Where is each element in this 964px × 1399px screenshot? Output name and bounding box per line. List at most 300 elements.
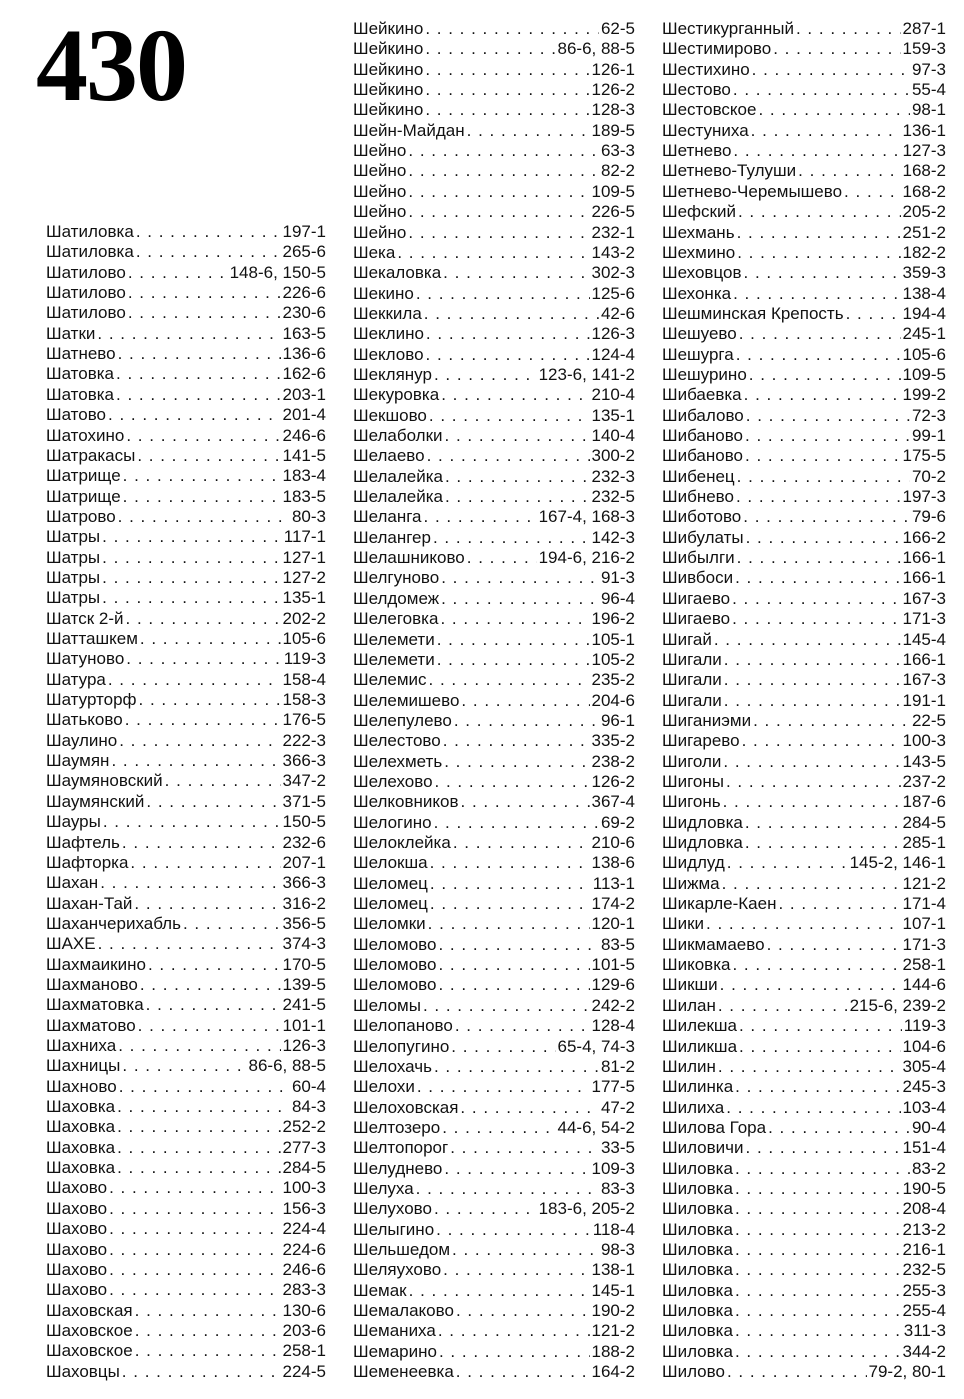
index-entry: [662, 243, 946, 263]
entry-place-name: Шаховское: [46, 1320, 133, 1340]
entry-map-reference: 171-4: [902, 894, 946, 914]
entry-map-reference: 62-5: [600, 19, 635, 38]
entry-place-name: Шелехметь: [353, 751, 443, 771]
index-entry: [46, 283, 326, 303]
entry-place-name: Шестимирово: [662, 39, 772, 59]
index-entry: [46, 1260, 326, 1280]
index-entry: [46, 222, 326, 242]
dot-leader: [733, 80, 910, 100]
entry-map-reference: 145-4: [902, 629, 946, 649]
index-entry: [662, 914, 946, 934]
entry-map-reference: 224-4: [282, 1219, 326, 1239]
dot-leader: [126, 609, 281, 629]
entry-place-name: Шиловка: [662, 1199, 733, 1219]
dot-leader: [443, 1260, 589, 1280]
index-entry: [353, 507, 635, 527]
dot-leader: [746, 406, 910, 426]
dot-leader: [119, 1077, 290, 1097]
dot-leader: [135, 1321, 281, 1341]
entry-map-reference: 127-3: [902, 141, 946, 161]
entry-map-reference: 118-4: [592, 1219, 635, 1239]
entry-place-name: Шилинка: [662, 1077, 734, 1097]
entry-map-reference: 65-4, 74-3: [557, 1036, 635, 1056]
dot-leader: [409, 1281, 590, 1301]
index-entry: [353, 772, 635, 792]
entry-place-name: Шилиха: [662, 1097, 725, 1117]
dot-leader: [737, 467, 910, 487]
index-entry: [662, 874, 946, 894]
dot-leader: [109, 1178, 280, 1198]
entry-place-name: Шейкино: [353, 19, 424, 38]
index-entry: [662, 792, 946, 812]
index-entry: [662, 202, 946, 222]
index-entry: [662, 691, 946, 711]
dot-leader: [438, 935, 598, 955]
entry-map-reference: 203-1: [282, 384, 326, 404]
dot-leader: [136, 242, 281, 262]
index-entry: [46, 771, 326, 791]
dot-leader: [117, 1117, 280, 1137]
index-entry: [353, 1199, 635, 1219]
entry-map-reference: 265-6: [282, 242, 326, 262]
entry-map-reference: 242-2: [591, 995, 635, 1015]
index-entry: [662, 1037, 946, 1057]
dot-leader: [737, 243, 900, 263]
index-entry: [662, 121, 946, 141]
dot-leader: [417, 1077, 590, 1097]
entry-place-name: Шибаново: [662, 446, 744, 466]
entry-map-reference: 96-4: [600, 588, 635, 608]
index-entry: [353, 202, 635, 222]
entry-place-name: Шеломец: [353, 873, 428, 893]
entry-place-name: Шиловка: [662, 1321, 733, 1341]
index-entry: [46, 833, 326, 853]
entry-place-name: Шестуниха: [662, 120, 749, 140]
entry-place-name: Шахново: [46, 1076, 117, 1096]
entry-map-reference: 105-6: [902, 344, 946, 364]
entry-place-name: Шелопугино: [353, 1036, 450, 1056]
entry-map-reference: 258-1: [902, 955, 946, 975]
entry-map-reference: 232-5: [902, 1260, 946, 1280]
entry-place-name: Шигоны: [662, 771, 724, 791]
entry-map-reference: 168-2: [902, 161, 946, 181]
dot-leader: [441, 589, 599, 609]
index-entry: [662, 670, 946, 690]
index-entry: [662, 833, 946, 853]
entry-place-name: Шекуровка: [353, 385, 440, 405]
index-entry: [46, 527, 326, 547]
dot-leader: [425, 100, 589, 120]
entry-map-reference: 311-3: [903, 1321, 946, 1341]
entry-map-reference: 136-6: [282, 344, 326, 364]
index-entry: [353, 1321, 635, 1341]
entry-place-name: Шаулино: [46, 730, 118, 750]
index-entry: [46, 670, 326, 690]
dot-leader: [745, 446, 901, 466]
dot-leader: [706, 914, 901, 934]
entry-place-name: Шетнево: [662, 141, 732, 161]
index-entry: [46, 426, 326, 446]
index-entry: [353, 39, 635, 59]
entry-map-reference: 237-2: [902, 771, 946, 791]
entry-map-reference: 182-2: [902, 242, 946, 262]
dot-leader: [767, 935, 901, 955]
entry-map-reference: 145-2, 146-1: [849, 853, 946, 873]
dot-leader: [408, 202, 589, 222]
entry-place-name: Шахниха: [46, 1036, 117, 1055]
entry-place-name: Шатры: [46, 567, 101, 587]
dot-leader: [116, 364, 281, 384]
index-entry: [46, 364, 326, 384]
dot-leader: [798, 161, 900, 181]
entry-place-name: Шатилово: [46, 262, 126, 282]
index-entry: [353, 650, 635, 670]
index-entry: [662, 609, 946, 629]
entry-map-reference: 135-1: [282, 588, 326, 608]
index-entry: [353, 1281, 635, 1301]
entry-place-name: Шейкино: [353, 80, 424, 100]
dot-leader: [733, 284, 900, 304]
dot-leader: [444, 1159, 589, 1179]
dot-leader: [426, 345, 590, 365]
dot-leader: [98, 934, 281, 954]
index-entry: [662, 161, 946, 181]
dot-leader: [443, 731, 590, 751]
dot-leader: [737, 223, 901, 243]
index-entry: [353, 1301, 635, 1321]
index-entry: [662, 630, 946, 650]
index-entry: [662, 853, 946, 873]
dot-leader: [445, 467, 590, 487]
entry-map-reference: 98-3: [600, 1240, 635, 1259]
entry-place-name: Шелаево: [353, 446, 425, 466]
entry-map-reference: 100-3: [902, 731, 946, 751]
entry-place-name: Шикмамаево: [662, 934, 765, 954]
entry-map-reference: 156-3: [282, 1198, 326, 1218]
dot-leader: [408, 182, 589, 202]
entry-map-reference: 235-2: [591, 670, 635, 690]
index-entry: [662, 324, 946, 344]
dot-leader: [424, 507, 537, 527]
dot-leader: [434, 365, 537, 385]
dot-leader: [128, 263, 228, 283]
entry-place-name: Шаханчерихабль: [46, 913, 181, 933]
dot-leader: [737, 548, 901, 568]
entry-place-name: Шелашниково: [353, 548, 465, 568]
index-entry: [662, 1057, 946, 1077]
dot-leader: [735, 1321, 902, 1341]
entry-map-reference: 138-1: [591, 1260, 635, 1280]
entry-place-name: Шидловка: [662, 812, 743, 832]
dot-leader: [439, 1342, 590, 1362]
index-entry: [46, 568, 326, 588]
index-entry: [662, 365, 946, 385]
dot-leader: [752, 60, 910, 80]
entry-place-name: Шелухово: [353, 1199, 432, 1219]
index-entry: [46, 934, 326, 954]
index-entry: [46, 1362, 326, 1382]
dot-leader: [118, 507, 290, 527]
index-entry: [353, 752, 635, 772]
dot-leader: [408, 223, 589, 243]
dot-leader: [103, 812, 281, 832]
entry-map-reference: 238-2: [591, 751, 635, 771]
index-entry: [46, 1219, 326, 1239]
entry-map-reference: 130-6: [282, 1300, 326, 1320]
entry-place-name: Шиботово: [662, 507, 742, 527]
dot-leader: [768, 1118, 910, 1138]
entry-place-name: Шельшедом: [353, 1240, 451, 1259]
dot-leader: [109, 1199, 280, 1219]
entry-map-reference: 42-6: [600, 303, 635, 323]
entry-map-reference: 226-6: [282, 283, 326, 303]
dot-leader: [778, 894, 900, 914]
entry-map-reference: 255-3: [902, 1280, 946, 1300]
index-entry: [662, 731, 946, 751]
entry-map-reference: 166-1: [902, 568, 946, 588]
entry-map-reference: 168-2: [902, 181, 946, 201]
entry-map-reference: 167-3: [902, 588, 946, 608]
entry-place-name: Шиликша: [662, 1036, 738, 1056]
entry-map-reference: 215-6, 239-2: [849, 995, 946, 1015]
index-entry: [662, 1159, 946, 1179]
entry-map-reference: 277-3: [282, 1137, 326, 1157]
entry-place-name: Шеклянур: [353, 364, 432, 384]
dot-leader: [109, 1240, 280, 1260]
dot-leader: [445, 426, 590, 446]
index-entry: [662, 80, 946, 100]
entry-place-name: Шигали: [662, 649, 722, 669]
entry-place-name: Шижма: [662, 873, 720, 893]
dot-leader: [796, 19, 901, 39]
index-entry: [46, 507, 326, 527]
entry-map-reference: 127-1: [282, 547, 326, 567]
dot-leader: [451, 1037, 555, 1057]
index-entry: [662, 650, 946, 670]
dot-leader: [727, 1362, 867, 1382]
entry-map-reference: 246-6: [282, 425, 326, 445]
entry-place-name: Шибылги: [662, 548, 735, 568]
entry-map-reference: 285-1: [902, 833, 946, 852]
dot-leader: [425, 60, 589, 80]
entry-place-name: Шелокша: [353, 853, 428, 873]
entry-map-reference: 163-5: [282, 323, 326, 343]
entry-place-name: Шелыгино: [353, 1219, 435, 1239]
entry-map-reference: 104-6: [902, 1036, 946, 1056]
entry-place-name: Шаумяновский: [46, 771, 163, 791]
entry-place-name: Шекшово: [353, 405, 427, 425]
entry-place-name: Шешурино: [662, 364, 747, 384]
dot-leader: [735, 1179, 901, 1199]
entry-map-reference: 201-4: [282, 405, 326, 425]
index-entry: [46, 466, 326, 486]
dot-leader: [456, 1301, 590, 1321]
index-entry: [353, 1260, 635, 1280]
entry-map-reference: 105-1: [591, 629, 635, 649]
index-entry: [46, 609, 326, 629]
entry-place-name: Шелоховская: [353, 1097, 459, 1117]
entry-map-reference: 167-4, 168-3: [538, 507, 635, 527]
dot-leader: [183, 914, 281, 934]
entry-map-reference: 241-5: [282, 995, 326, 1015]
entry-map-reference: 255-4: [902, 1301, 946, 1321]
dot-leader: [739, 1037, 900, 1057]
entry-place-name: Шелехово: [353, 771, 433, 791]
index-entry: [353, 975, 635, 995]
entry-place-name: Шигай: [662, 629, 712, 649]
entry-place-name: ШАХЕ: [46, 934, 96, 954]
entry-place-name: Шилекша: [662, 1016, 737, 1036]
entry-map-reference: 126-2: [591, 80, 635, 100]
index-entry: [353, 1220, 635, 1240]
dot-leader: [165, 771, 281, 791]
entry-place-name: Шатры: [46, 547, 101, 567]
index-entry: [46, 1036, 326, 1056]
dot-leader: [735, 1159, 910, 1179]
index-entry: [662, 19, 946, 39]
index-entry: [353, 304, 635, 324]
entry-place-name: Шелохи: [353, 1077, 415, 1097]
dot-leader: [434, 1199, 537, 1219]
index-entry: [46, 344, 326, 364]
index-entry: [353, 853, 635, 873]
entry-map-reference: 86-6, 88-5: [557, 39, 635, 59]
index-entry: [46, 751, 326, 771]
entry-place-name: Шахницы: [46, 1056, 121, 1076]
dot-leader: [441, 385, 589, 405]
entry-map-reference: 72-3: [911, 405, 946, 425]
dot-leader: [749, 365, 901, 385]
dot-leader: [435, 772, 590, 792]
entry-place-name: Шибалово: [662, 405, 744, 425]
entry-place-name: Шилан: [662, 995, 716, 1015]
dot-leader: [758, 100, 910, 120]
dot-leader: [135, 1341, 281, 1361]
dot-leader: [128, 283, 281, 303]
dot-leader: [735, 1281, 901, 1301]
entry-place-name: Шидловка: [662, 833, 743, 852]
entry-map-reference: 224-6: [282, 1239, 326, 1259]
entry-place-name: Шатры: [46, 527, 101, 547]
dot-leader: [726, 772, 901, 792]
entry-place-name: Шивбоси: [662, 568, 734, 588]
index-entry: [662, 548, 946, 568]
dot-leader: [735, 1220, 901, 1240]
index-entry: [46, 324, 326, 344]
index-entry: [46, 914, 326, 934]
dot-leader: [423, 996, 590, 1016]
entry-map-reference: 100-3: [282, 1178, 326, 1198]
dot-leader: [109, 1280, 280, 1300]
dot-leader: [109, 1260, 280, 1280]
dot-leader: [739, 1016, 902, 1036]
entry-map-reference: 252-2: [282, 1117, 326, 1137]
index-entry: [353, 833, 635, 853]
entry-place-name: Шелемишево: [353, 690, 460, 710]
index-entry: [46, 731, 326, 751]
dot-leader: [724, 650, 901, 670]
entry-map-reference: 374-3: [282, 934, 326, 954]
dot-leader: [723, 752, 900, 772]
index-entry: [353, 1240, 635, 1260]
dot-leader: [714, 630, 901, 650]
entry-place-name: Шахмаикино: [46, 954, 146, 974]
entry-place-name: Шатиловка: [46, 222, 134, 241]
index-entry: [353, 121, 635, 141]
entry-place-name: Шаховское: [46, 1341, 133, 1361]
index-entry: [46, 1097, 326, 1117]
dot-leader: [461, 691, 589, 711]
index-entry: [662, 894, 946, 914]
entry-map-reference: 82-2: [600, 161, 635, 181]
index-entry: [46, 303, 326, 323]
entry-map-reference: 188-2: [591, 1341, 635, 1361]
entry-place-name: Шатрище: [46, 486, 121, 506]
index-entry: [353, 711, 635, 731]
entry-place-name: Шейно: [353, 181, 407, 201]
index-entry: [662, 1260, 946, 1280]
index-entry: [353, 894, 635, 914]
entry-place-name: Шешуево: [662, 324, 737, 344]
index-entry: [353, 1138, 635, 1158]
entry-map-reference: 96-1: [600, 710, 635, 730]
entry-place-name: Шиковка: [662, 955, 731, 975]
index-entry: [662, 385, 946, 405]
index-entry: [662, 284, 946, 304]
index-entry: [662, 507, 946, 527]
dot-leader: [735, 1260, 901, 1280]
entry-place-name: Шелопаново: [353, 1016, 453, 1036]
index-entry: [46, 1240, 326, 1260]
index-entry: [662, 1342, 946, 1362]
entry-map-reference: 245-3: [902, 1077, 946, 1097]
index-entry: [353, 1098, 635, 1118]
index-entry: [662, 141, 946, 161]
dot-leader: [773, 39, 900, 59]
entry-place-name: Шигаево: [662, 588, 731, 608]
dot-leader: [441, 568, 599, 588]
index-entry: [353, 365, 635, 385]
index-entry: [353, 935, 635, 955]
index-entry: [662, 1016, 946, 1036]
dot-leader: [126, 426, 280, 446]
dot-leader: [735, 1199, 901, 1219]
dot-leader: [428, 914, 590, 934]
entry-place-name: Шелуднево: [353, 1158, 443, 1178]
dot-leader: [134, 894, 280, 914]
index-entry: [662, 182, 946, 202]
entry-map-reference: 138-6: [591, 853, 635, 873]
entry-map-reference: 302-3: [591, 263, 635, 283]
entry-place-name: Шелковников: [353, 792, 459, 812]
index-entry: [46, 975, 326, 995]
entry-place-name: Шибнево: [662, 487, 734, 507]
index-entry: [46, 1178, 326, 1198]
index-entry: [353, 691, 635, 711]
index-entry: [46, 385, 326, 405]
entry-map-reference: 127-2: [282, 567, 326, 587]
entry-map-reference: 151-4: [902, 1138, 946, 1158]
entry-place-name: Шатура: [46, 669, 106, 689]
entry-place-name: Шикарле-Каен: [662, 894, 777, 914]
dot-leader: [454, 711, 599, 731]
dot-leader: [408, 161, 599, 181]
entry-place-name: Шатракасы: [46, 445, 136, 465]
index-entry: [662, 1199, 946, 1219]
dot-leader: [430, 853, 590, 873]
entry-place-name: Шахово: [46, 1280, 108, 1300]
dot-leader: [437, 650, 590, 670]
